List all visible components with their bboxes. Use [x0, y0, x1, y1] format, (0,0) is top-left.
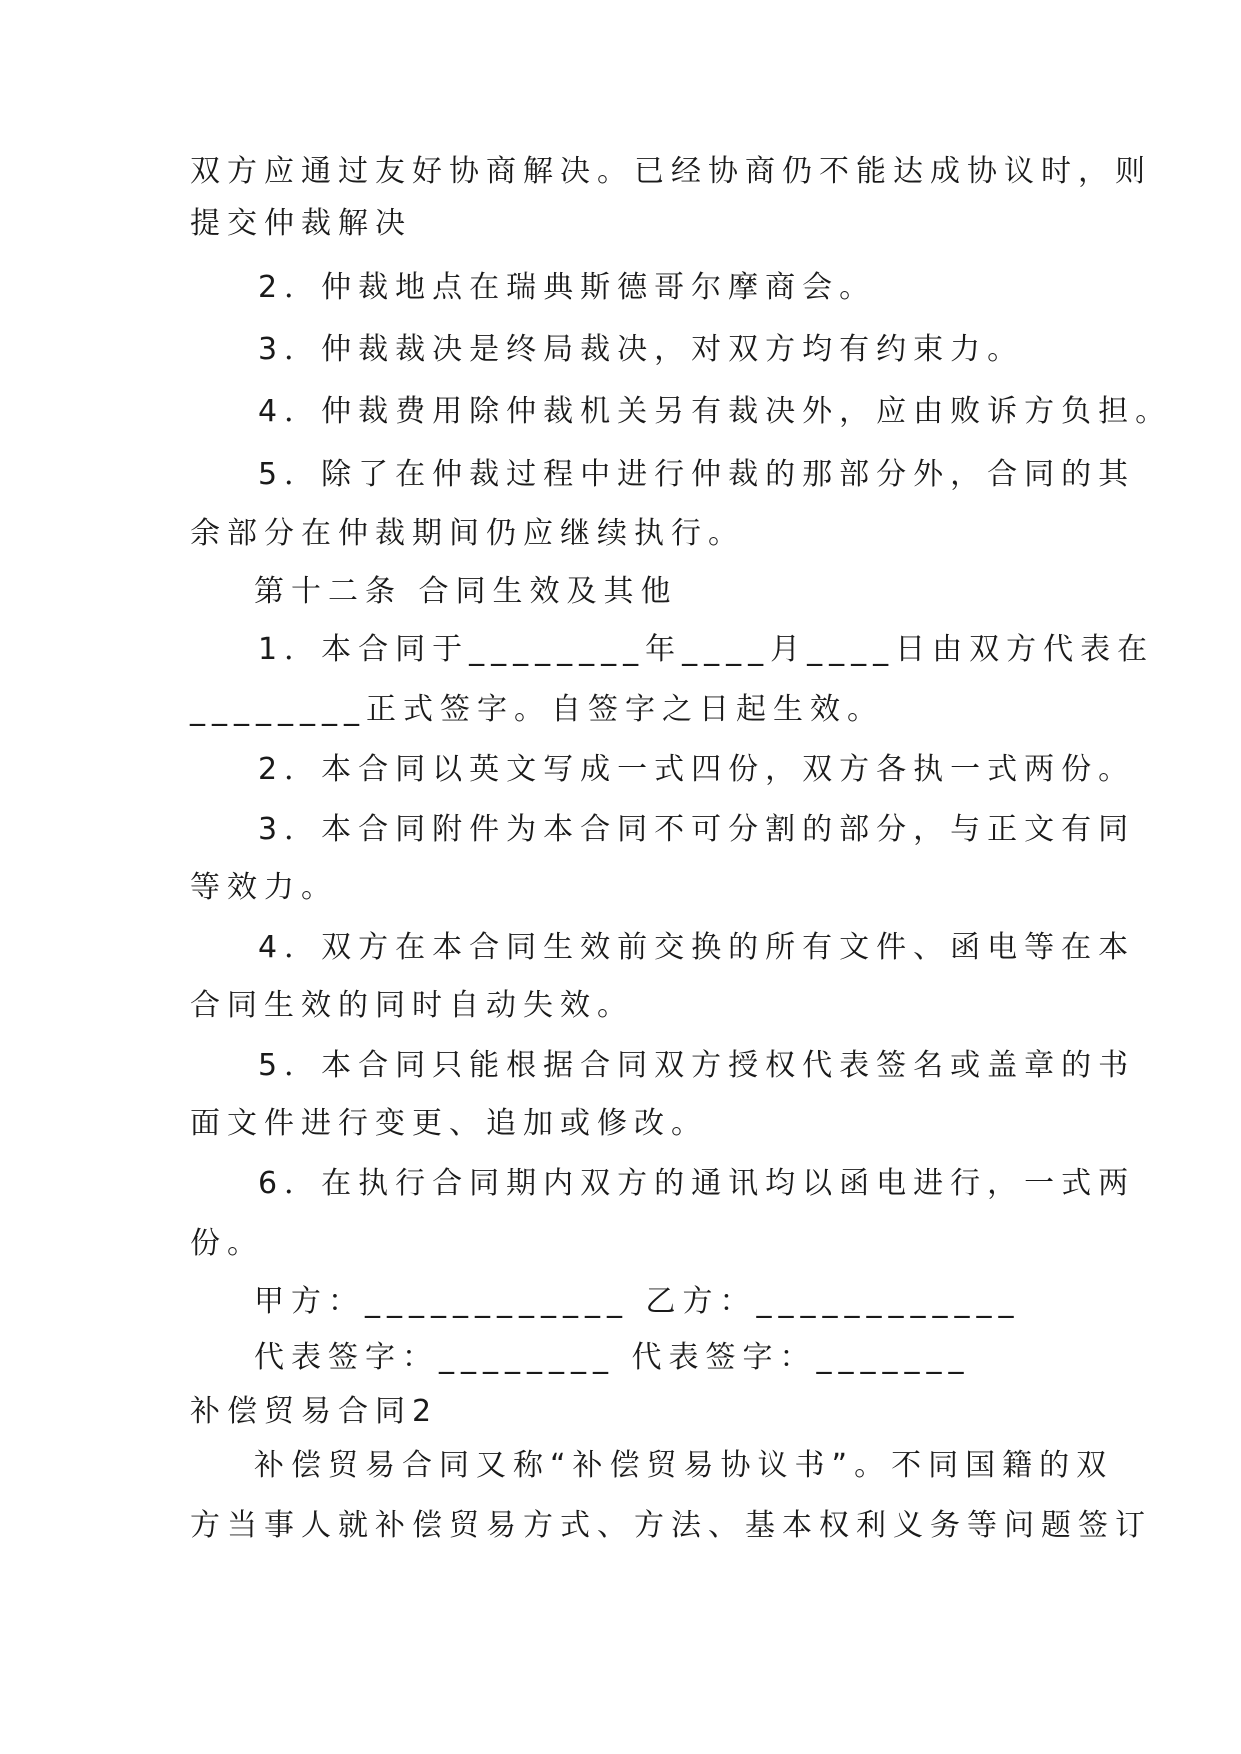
- clause-item: 4．仲裁费用除仲裁机关另有裁决外，应由败诉方负担。: [258, 394, 1173, 429]
- clause-item: 5．本合同只能根据合同双方授权代表签名或盖章的书: [258, 1048, 1136, 1083]
- signature-rep-line: 代表签字：________ 代表签字：_______: [254, 1340, 971, 1375]
- clause-item: 2．本合同以英文写成一式四份，双方各执一式两份。: [258, 752, 1136, 787]
- document-title: 补偿贸易合同2: [190, 1394, 439, 1429]
- clause-item: 2．仲裁地点在瑞典斯德哥尔摩商会。: [258, 270, 877, 305]
- paragraph-line: 双方应通过友好协商解决。已经协商仍不能达成协议时，则: [190, 154, 1152, 189]
- clause-item: 3．仲裁裁决是终局裁决，对双方均有约束力。: [258, 332, 1025, 367]
- paragraph-line: ________正式签字。自签字之日起生效。: [190, 692, 884, 727]
- paragraph-line: 等效力。: [190, 870, 338, 905]
- paragraph-line: 提交仲裁解决: [190, 206, 412, 241]
- clause-item: 5．除了在仲裁过程中进行仲裁的那部分外，合同的其: [258, 457, 1136, 492]
- paragraph-line: 份。: [190, 1226, 264, 1261]
- clause-item: 3．本合同附件为本合同不可分割的部分，与正文有同: [258, 812, 1136, 847]
- paragraph-line: 面文件进行变更、追加或修改。: [190, 1106, 708, 1141]
- paragraph-line: 余部分在仲裁期间仍应继续执行。: [190, 516, 745, 551]
- clause-item: 4．双方在本合同生效前交换的所有文件、函电等在本: [258, 930, 1136, 965]
- paragraph-line: 方当事人就补偿贸易方式、方法、基本权利义务等问题签订: [190, 1508, 1152, 1543]
- clause-item: 1．本合同于________年____月____日由双方代表在: [258, 632, 1155, 667]
- signature-party-line: 甲方：____________ 乙方：____________: [254, 1284, 1021, 1319]
- paragraph-line: 补偿贸易合同又称“补偿贸易协议书”。不同国籍的双: [254, 1448, 1114, 1483]
- section-heading: 第十二条 合同生效及其他: [254, 574, 678, 609]
- paragraph-line: 合同生效的同时自动失效。: [190, 988, 634, 1023]
- clause-item: 6．在执行合同期内双方的通讯均以函电进行，一式两: [258, 1166, 1136, 1201]
